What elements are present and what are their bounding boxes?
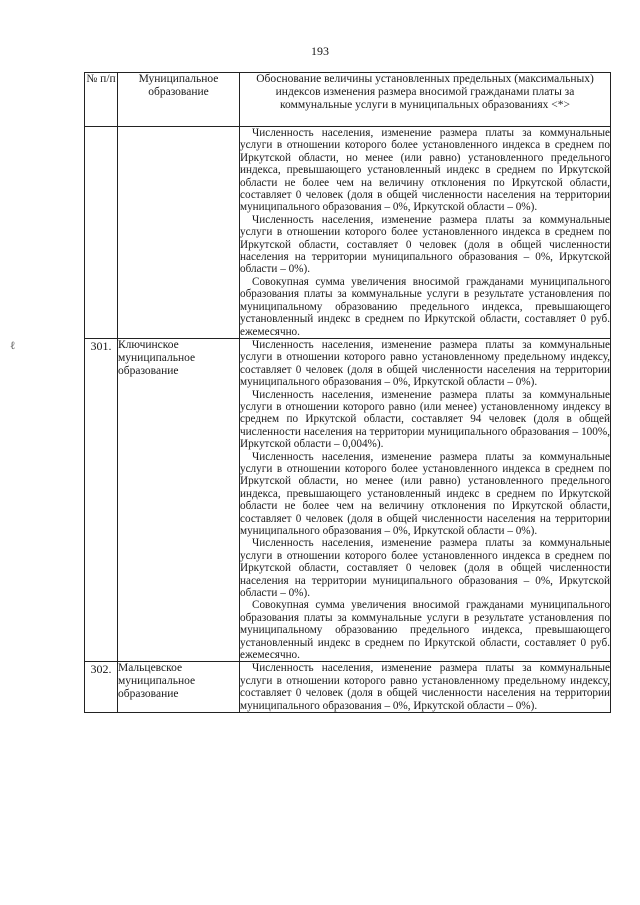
row-municipality: Ключинское муниципальное образование — [118, 338, 240, 662]
justification-paragraph: Численность населения, изменение размера платы за коммунальные услуги в отношении которого равно установленному предельному индексу, составляет 0 человек (доля в общей численности населения на территории муниципального образования – 0%, Иркутской области – 0%). — [240, 338, 610, 389]
row-municipality: Мальцевское муниципальное образование — [118, 662, 240, 713]
justification-paragraph: Численность населения, изменение размера платы за коммунальные услуги в отношении которого более установленного индекса в среднем по Иркутской области, но менее (или равно) установленного предельного индекса, превышающего установленный индекс в среднем по Иркутской области не более чем на величину отклонения по Иркутской области, составляет 0 человек (доля в общей численности населения на территории муниципального образования – 0%, Иркутской области – 0%). — [240, 450, 610, 537]
row-number: 302. — [85, 662, 118, 713]
row-number — [85, 127, 118, 339]
justification-paragraph: Совокупная сумма увеличения вносимой гражданами муниципального образования платы за коммунальные услуги в результате установления по муниципальному образованию предельного индекса, превышающего установленный индекс в среднем по Иркутской области, составляет 0 руб. ежемесячно. — [240, 275, 610, 338]
table-row — [85, 338, 611, 662]
row-municipality — [118, 127, 240, 339]
justification-paragraph: Численность населения, изменение размера платы за коммунальные услуги в отношении которого более установленного индекса в среднем по Иркутской области, но менее (или равно) установленного предельного индекса, превышающего установленный индекс в среднем по Иркутской области не более чем на величину отклонения по Иркутской области, составляет 0 человек (доля в общей численности населения на территории муниципального образования – 0%, Иркутской области – 0%). — [240, 127, 610, 214]
row-justification — [240, 127, 611, 339]
row-number: 301. — [85, 338, 118, 662]
row-justification — [240, 338, 611, 662]
margin-mark: ℓ — [10, 340, 16, 352]
justification-paragraph: Совокупная сумма увеличения вносимой гражданами муниципального образования платы за коммунальные услуги в результате установления по муниципальному образованию предельного индекса, превышающего установленный индекс в среднем по Иркутской области, составляет 0 руб. ежемесячно. — [240, 599, 610, 662]
row-justification — [240, 662, 611, 713]
header-justification: Обоснование величины установленных предельных (максимальных) индексов изменения размера вносимой гражданами платы за коммунальные услуги в муниципальных образованиях <*> — [240, 73, 611, 127]
justification-paragraph: Численность населения, изменение размера платы за коммунальные услуги в отношении которого более установленного индекса в среднем по Иркутской области, составляет 0 человек (доля в общей численности населения на территории муниципального образования – 0%, Иркутской области – 0%). — [240, 213, 610, 276]
header-number: № п/п — [85, 73, 118, 127]
justification-paragraph: Численность населения, изменение размера платы за коммунальные услуги в отношении которого равно установленному предельному индексу, составляет 0 человек (доля в общей численности населения на территории муниципального образования – 0%, Иркутской области – 0%). — [240, 662, 610, 712]
justification-paragraph: Численность населения, изменение размера платы за коммунальные услуги в отношении которого более установленного индекса в среднем по Иркутской области, составляет 0 человек (доля в общей численности населения на территории муниципального образования – 0%, Иркутской области – 0%). — [240, 537, 610, 600]
indices-table — [84, 72, 611, 713]
table-row — [85, 662, 611, 713]
header-municipality: Муниципальное образование — [118, 73, 240, 127]
page-number: 193 — [311, 44, 329, 58]
table-row — [85, 127, 611, 339]
table-header-row — [85, 73, 611, 127]
justification-paragraph: Численность населения, изменение размера платы за коммунальные услуги в отношении которого равно (или менее) установленному индексу в среднем по Иркутской области, составляет 94 человек (доля в общей численности населения на территории муниципального образования – 100%, Иркутской области – 0,004%). — [240, 388, 610, 451]
